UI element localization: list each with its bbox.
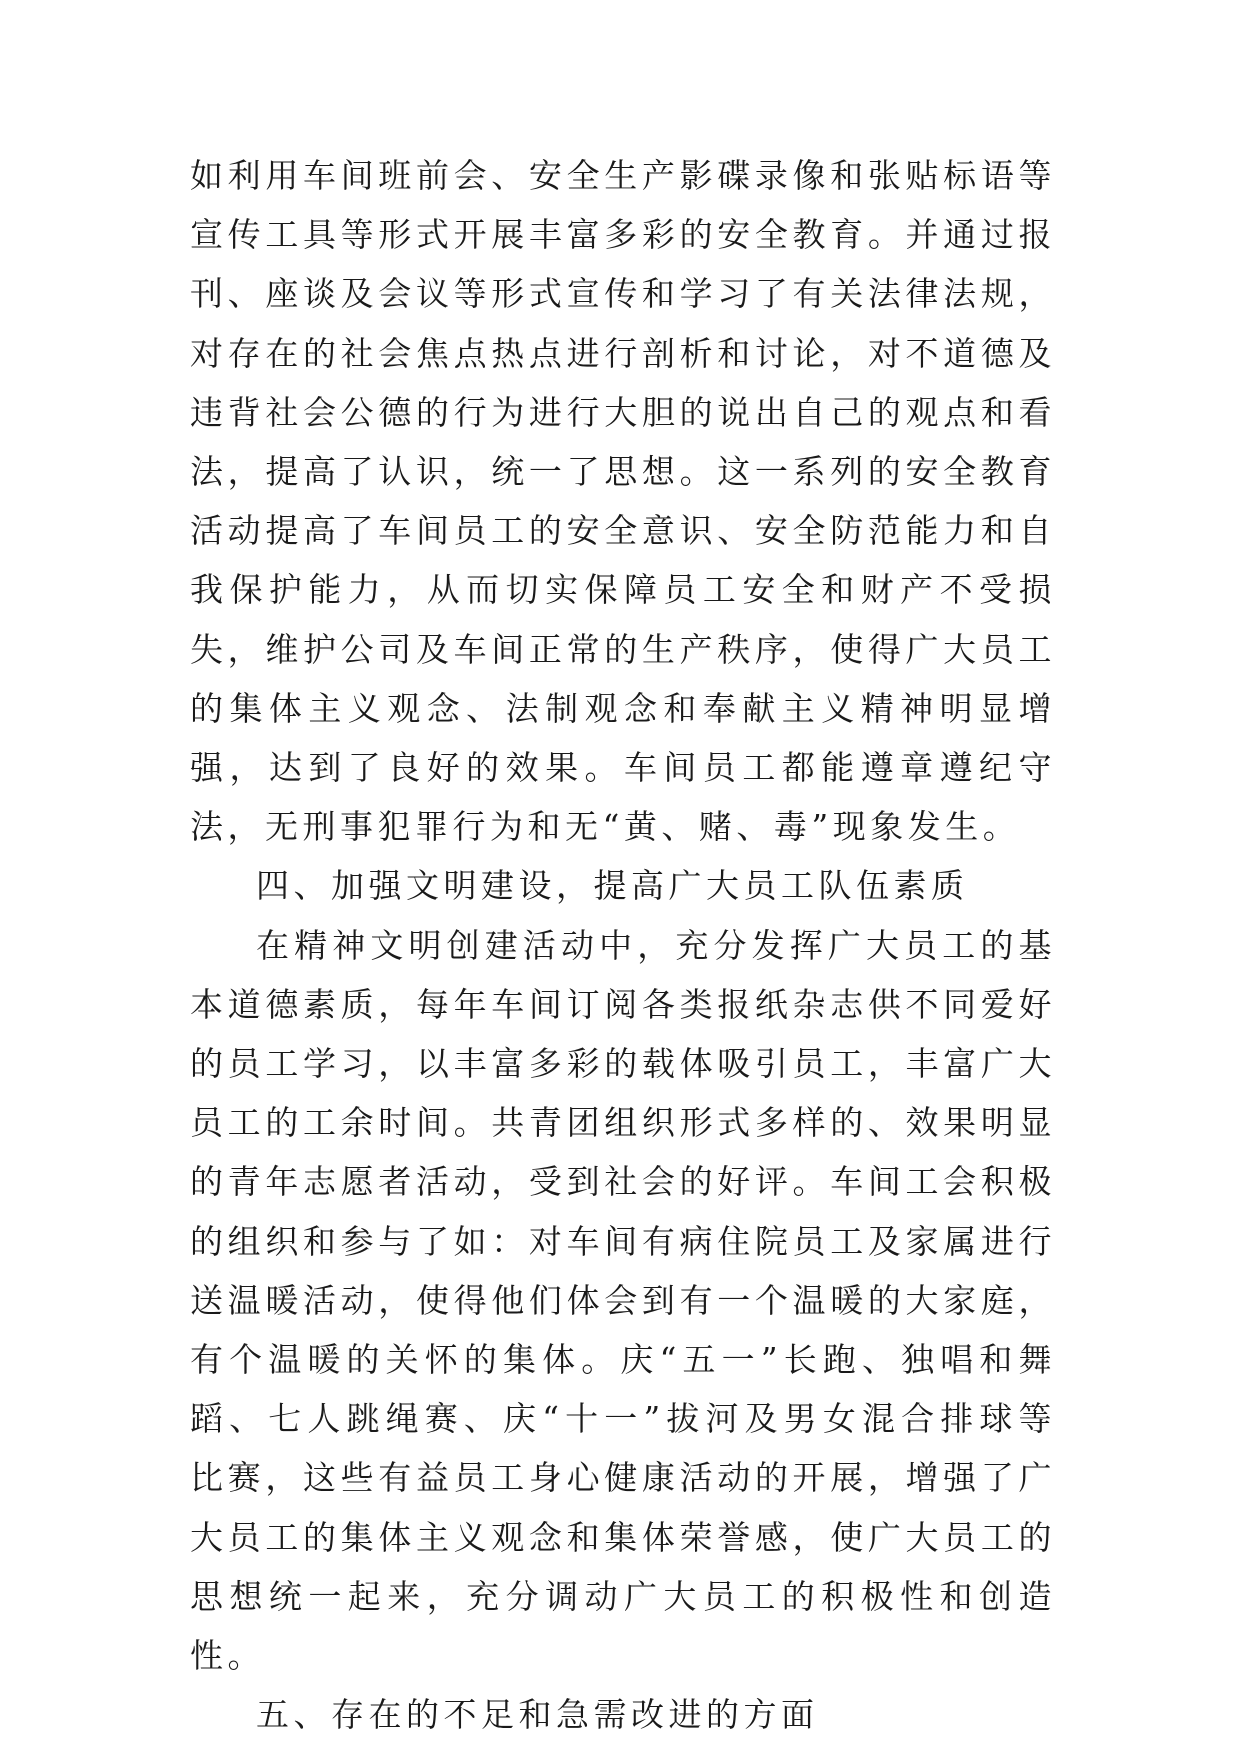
paragraph-civilization-activities: 在精神文明创建活动中，充分发挥广大员工的基本道德素质，每年车间订阅各类报纸杂志供不同爱好的员工学习，以丰富多彩的载体吸引员工，丰富广大员工的工余时间。共青团组织形式多样的、效果明显的青年志愿者活动，受到社会的好评。车间工会积极的组织和参与了如：对车间有病住院员工及家属进行送温暖活动，使得他们体会到有一个温暖的大家庭，有个温暖的关怀的集体。庆“五一”长跑、独唱和舞蹈、七人跳绳赛、庆“十一”拔河及男女混合排球等比赛，这些有益员工身心健康活动的开展，增强了广大员工的集体主义观念和集体荣誉感，使广大员工的思想统一起来，充分调动广大员工的积极性和创造性。 bbox=[190, 925, 1056, 1676]
document-body bbox=[190, 146, 1056, 1744]
section-heading-civilization: 四、加强文明建设，提高广大员工队伍素质 bbox=[256, 866, 969, 906]
paragraph-safety-education: 如利用车间班前会、安全生产影碟录像和张贴标语等宣传工具等形式开展丰富多彩的安全教育。并通过报刊、座谈及会议等形式宣传和学习了有关法律法规，对存在的社会焦点热点进行剖析和讨论，对不道德及违背社会公德的行为进行大胆的说出自己的观点和看法，提高了认识，统一了思想。这一系列的安全教育活动提高了车间员工的安全意识、安全防范能力和自我保护能力，从而切实保障员工安全和财产不受损失，维护公司及车间正常的生产秩序，使得广大员工的集体主义观念、法制观念和奉献主义精神明显增强，达到了良好的效果。车间员工都能遵章遵纪守法，无刑事犯罪行为和无“黄、赌、毒”现象发生。 bbox=[190, 156, 1056, 847]
section-heading-shortcomings: 五、存在的不足和急需改进的方面 bbox=[256, 1695, 819, 1735]
